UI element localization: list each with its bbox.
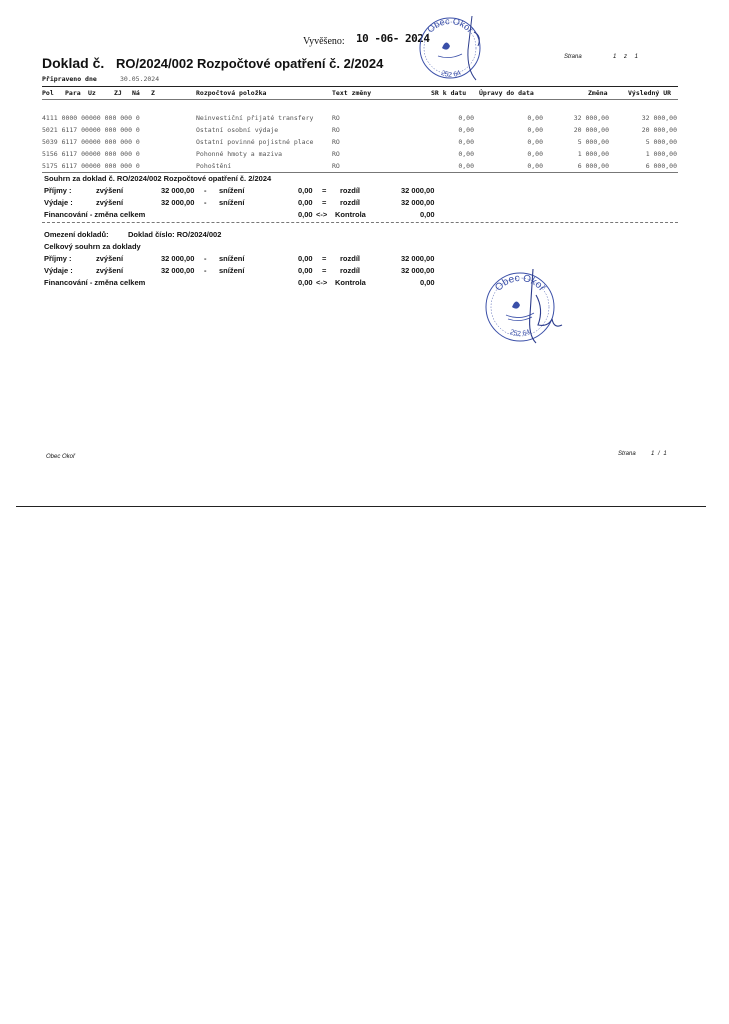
- col-text: Text změny: [332, 89, 372, 97]
- row-item: Pohonné hmoty a maziva: [196, 150, 283, 158]
- summary1-title: Souhrn za doklad č. RO/2024/002 Rozpočtové opatření č. 2/2024: [44, 174, 272, 183]
- row-zmena: 32 000,00: [573, 114, 609, 122]
- line-res: rozdíl: [340, 254, 360, 263]
- col-vysledny: Výsledný UR: [628, 89, 672, 97]
- rows-rule: [42, 172, 678, 173]
- col-na: Ná: [132, 89, 140, 97]
- row-upravy: 0,00: [527, 162, 543, 170]
- official-stamp-bottom: [478, 265, 570, 349]
- line-down-val: 0,00: [298, 186, 313, 195]
- prepared-date: 30.05.2024: [120, 75, 160, 83]
- col-upravy: Úpravy do data: [479, 89, 534, 97]
- row-item: Ostatní osobní výdaje: [196, 126, 279, 134]
- fin-res-val: 0,00: [420, 278, 435, 287]
- line-res-val: 32 000,00: [401, 186, 435, 195]
- col-z: Z: [151, 89, 155, 97]
- line-op: =: [322, 266, 327, 275]
- header-rule-top: [42, 86, 678, 87]
- footer-page-value: 1 / 1: [651, 451, 667, 457]
- row-vysledny: 6 000,00: [645, 162, 677, 170]
- svg-text:Obec Okoř: Obec Okoř: [493, 272, 548, 294]
- line-down-val: 0,00: [298, 254, 313, 263]
- fin-label: Financování - změna celkem: [44, 210, 146, 219]
- posted-label: Vyvěšeno:: [303, 36, 345, 47]
- line-label: Výdaje :: [44, 198, 73, 207]
- line-dash: -: [204, 266, 207, 275]
- row-text: RO: [332, 150, 340, 158]
- line-up-val: 32 000,00: [161, 254, 195, 263]
- row-upravy: 0,00: [527, 114, 543, 122]
- line-op: =: [322, 254, 327, 263]
- row-item: Pohoštění: [196, 162, 232, 170]
- doc-title: RO/2024/002 Rozpočtové opatření č. 2/2024: [116, 56, 384, 71]
- fin-label: Financování - změna celkem: [44, 278, 146, 287]
- row-codes: 5175 6117 00000 000 000 0: [42, 162, 140, 170]
- row-sr: 0,00: [458, 150, 474, 158]
- row-codes: 5021 6117 00000 000 000 0: [42, 126, 140, 134]
- row-vysledny: 20 000,00: [641, 126, 677, 134]
- row-upravy: 0,00: [527, 138, 543, 146]
- row-sr: 0,00: [458, 162, 474, 170]
- row-codes: 5156 6117 00000 000 000 0: [42, 150, 140, 158]
- summary2-title: Celkový souhrn za doklady: [44, 242, 141, 251]
- col-sr: SR k datu: [431, 89, 467, 97]
- line-down: snížení: [219, 266, 245, 275]
- line-up: zvýšení: [96, 198, 124, 207]
- svg-text:Obec Okoř: Obec Okoř: [425, 15, 476, 35]
- row-item: Neinvestiční přijaté transfery: [196, 114, 314, 122]
- row-text: RO: [332, 162, 340, 170]
- line-res: rozdíl: [340, 266, 360, 275]
- row-item: Ostatní povinné pojistné place: [196, 138, 314, 146]
- line-op: =: [322, 198, 327, 207]
- summary-separator: [42, 222, 678, 223]
- row-text: RO: [332, 114, 340, 122]
- footer-org: Obec Okoř: [46, 454, 76, 460]
- col-item: Rozpočtová položka: [196, 89, 267, 97]
- line-down-val: 0,00: [298, 198, 313, 207]
- row-zmena: 6 000,00: [577, 162, 609, 170]
- row-codes: 4111 0000 00000 000 000 0: [42, 114, 140, 122]
- line-res-val: 32 000,00: [401, 198, 435, 207]
- line-label: Příjmy :: [44, 254, 72, 263]
- doc-title-prefix: Doklad č.: [42, 55, 105, 71]
- line-up: zvýšení: [96, 254, 124, 263]
- official-stamp-top: [412, 10, 492, 86]
- line-down-val: 0,00: [298, 266, 313, 275]
- fin-op: <->: [316, 278, 328, 287]
- line-up: zvýšení: [96, 266, 124, 275]
- svg-text:252 64: 252 64: [439, 69, 463, 79]
- row-vysledny: 32 000,00: [641, 114, 677, 122]
- fin-val: 0,00: [298, 210, 313, 219]
- line-up-val: 32 000,00: [161, 186, 195, 195]
- row-upravy: 0,00: [527, 150, 543, 158]
- line-res: rozdíl: [340, 198, 360, 207]
- row-zmena: 5 000,00: [577, 138, 609, 146]
- fin-res: Kontrola: [335, 278, 366, 287]
- line-down: snížení: [219, 254, 245, 263]
- line-label: Výdaje :: [44, 266, 73, 275]
- row-sr: 0,00: [458, 138, 474, 146]
- line-op: =: [322, 186, 327, 195]
- fin-res-val: 0,00: [420, 210, 435, 219]
- row-sr: 0,00: [458, 126, 474, 134]
- line-up: zvýšení: [96, 186, 124, 195]
- row-vysledny: 1 000,00: [645, 150, 677, 158]
- line-dash: -: [204, 186, 207, 195]
- line-up-val: 32 000,00: [161, 198, 195, 207]
- line-up-val: 32 000,00: [161, 266, 195, 275]
- col-pol: Pol: [42, 89, 54, 97]
- col-zj: ZJ: [114, 89, 122, 97]
- svg-text:252 64: 252 64: [508, 328, 532, 338]
- fin-res: Kontrola: [335, 210, 366, 219]
- row-text: RO: [332, 126, 340, 134]
- restriction-label: Omezení dokladů:: [44, 230, 109, 239]
- prepared-label: Připraveno dne: [42, 75, 97, 83]
- row-text: RO: [332, 138, 340, 146]
- page-label: Strana: [564, 54, 582, 60]
- col-uz: Uz: [88, 89, 96, 97]
- line-down: snížení: [219, 186, 245, 195]
- line-res-val: 32 000,00: [401, 254, 435, 263]
- line-res-val: 32 000,00: [401, 266, 435, 275]
- line-down: snížení: [219, 198, 245, 207]
- line-dash: -: [204, 198, 207, 207]
- line-dash: -: [204, 254, 207, 263]
- page-value: 1 z 1: [613, 54, 639, 60]
- fin-op: <->: [316, 210, 328, 219]
- posted-date: 10 -06- 2024: [356, 32, 430, 45]
- col-para: Para: [65, 89, 81, 97]
- row-codes: 5039 6117 00000 000 000 0: [42, 138, 140, 146]
- row-upravy: 0,00: [527, 126, 543, 134]
- restriction-value: Doklad číslo: RO/2024/002: [128, 230, 222, 239]
- header-rule-bottom: [42, 99, 678, 100]
- row-zmena: 20 000,00: [573, 126, 609, 134]
- row-zmena: 1 000,00: [577, 150, 609, 158]
- line-res: rozdíl: [340, 186, 360, 195]
- fin-val: 0,00: [298, 278, 313, 287]
- row-sr: 0,00: [458, 114, 474, 122]
- line-label: Příjmy :: [44, 186, 72, 195]
- footer-page-label: Strana: [618, 451, 636, 457]
- col-zmena: Změna: [588, 89, 608, 97]
- row-vysledny: 5 000,00: [645, 138, 677, 146]
- footer-rule: [16, 506, 706, 507]
